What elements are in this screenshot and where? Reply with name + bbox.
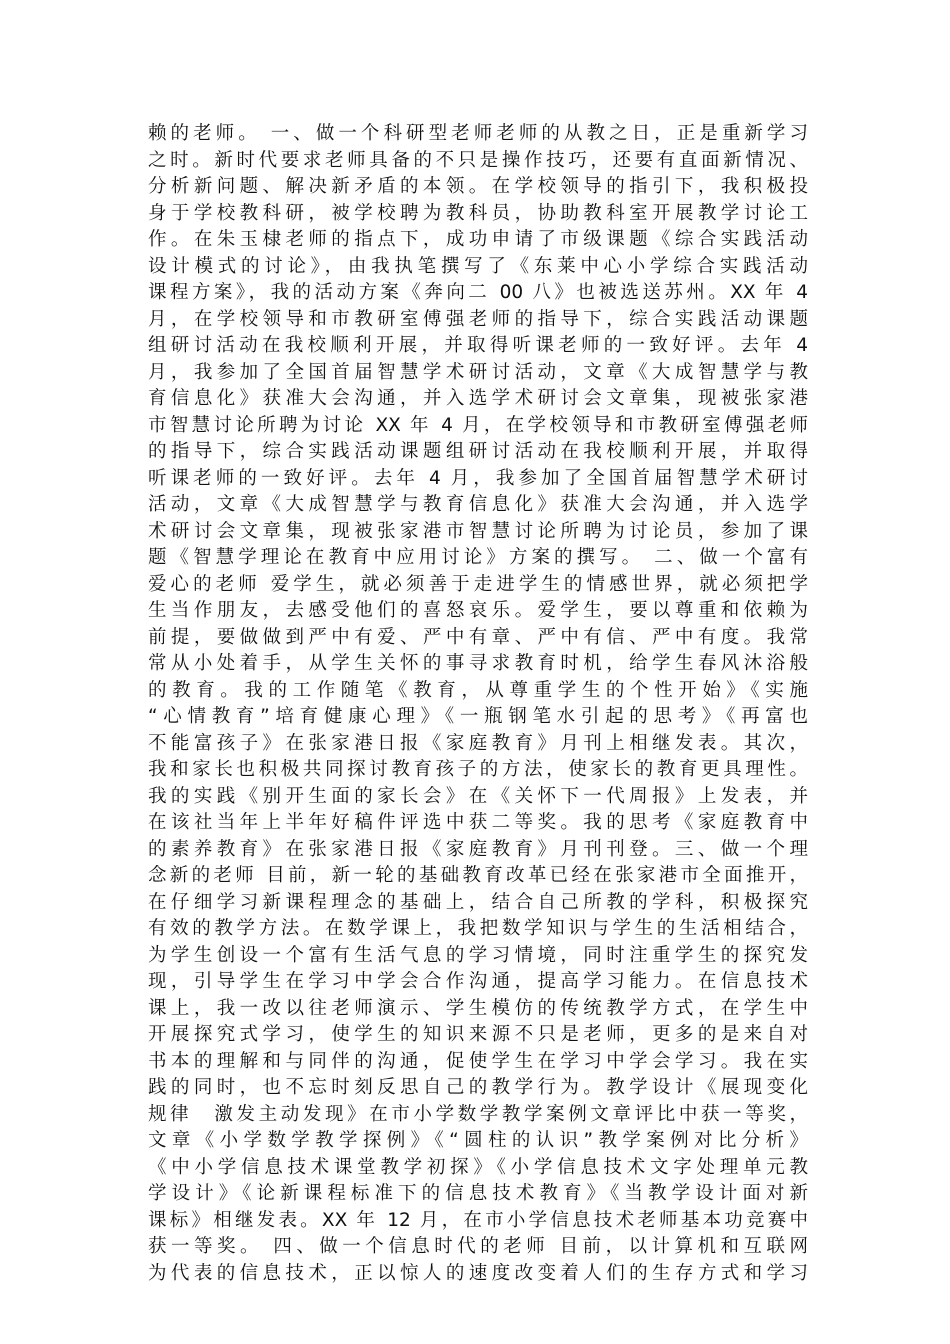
text-line: 之时。新时代要求老师具备的不只是操作技巧，还要有直面新情况、 — [148, 149, 808, 171]
text-line: 组研讨活动在我校顺利开展，并取得听课老师的一致好评。去年 4 — [148, 335, 808, 356]
text-line: 作。在朱玉棣老师的指点下，成功申请了市级课题《综合实践活动 — [148, 229, 808, 250]
text-line: 开展探究式学习，使学生的知识来源不只是老师，更多的是来自对 — [148, 1024, 808, 1045]
text-line: 的指导下，综合实践活动课题组研讨活动在我校顺利开展，并取得 — [148, 441, 808, 462]
text-line: 前提，要做做到严中有爱、严中有章、严中有信、严中有度。我常 — [148, 626, 808, 648]
text-line: 赖的老师。 一、做一个科研型老师老师的从教之日，正是重新学习 — [148, 123, 808, 144]
text-line: 身于学校教科研，被学校聘为教科员，协助教科室开展教学讨论工 — [148, 202, 808, 224]
text-line: 践的同时，也不忘时刻反思自己的教学行为。教学设计《展现变化 — [148, 1077, 808, 1098]
text-line: 学设计》《论新课程标准下的信息技术教育》《当教学设计面对新 — [148, 1183, 808, 1204]
text-line: 有效的教学方法。在数学课上，我把数学知识与学生的生活相结合， — [148, 918, 808, 939]
text-line: 的教育。我的工作随笔《教育，从尊重学生的个性开始》《实施 — [148, 679, 808, 701]
text-line: 生当作朋友，去感受他们的喜怒哀乐。爱学生，要以尊重和依赖为 — [148, 600, 808, 621]
text-line: “心情教育”培育健康心理》《一瓶钢笔水引起的思考》《再富也 — [148, 706, 808, 727]
text-line: 听课老师的一致好评。去年 4 月，我参加了全国首届智慧学术研讨 — [148, 467, 808, 489]
text-line: 书本的理解和与同伴的沟通，促使学生在学习中学会学习。我在实 — [148, 1050, 808, 1072]
text-line: 设计模式的讨论》，由我执笔撰写了《东莱中心小学综合实践活动 — [148, 255, 808, 277]
text-line: 课程方案》，我的活动方案《奔向二 00 八》也被选送苏州。XX 年 4 — [148, 282, 808, 303]
body-text — [148, 121, 808, 1287]
text-line: 育信息化》获准大会沟通，并入选学术研讨会文章集，现被张家港 — [148, 388, 808, 409]
text-line: 题《智慧学理论在教育中应用讨论》方案的撰写。 二、做一个富有 — [148, 547, 808, 568]
text-line: 在该社当年上半年好稿件评选中获二等奖。我的思考《家庭教育中 — [148, 812, 808, 833]
text-line: 不能富孩子》在张家港日报《家庭教育》月刊上相继发表。其次， — [148, 732, 808, 754]
text-line: 获一等奖。 四、做一个信息时代的老师 目前，以计算机和互联网 — [148, 1236, 808, 1257]
text-line: 在仔细学习新课程理念的基础上，结合自己所教的学科，积极探究 — [148, 891, 808, 913]
text-line: 为代表的信息技术，正以惊人的速度改变着人们的生存方式和学习 — [148, 1262, 808, 1284]
text-line: 《中小学信息技术课堂教学初探》《小学信息技术文字处理单元教 — [148, 1156, 808, 1178]
text-line: 文章《小学数学教学探例》《“圆柱的认识”教学案例对比分析》 — [148, 1130, 808, 1151]
text-line: 的素养教育》在张家港日报《家庭教育》月刊刊登。三、做一个理 — [148, 838, 808, 860]
text-line: 爱心的老师 爱学生，就必须善于走进学生的情感世界，就必须把学 — [148, 573, 808, 595]
text-line: 为学生创设一个富有生活气息的学习情境，同时注重学生的探究发 — [148, 944, 808, 966]
text-line: 月，在学校领导和市教研室傅强老师的指导下，综合实践活动课题 — [148, 308, 808, 330]
text-line: 市智慧讨论所聘为讨论 XX 年 4 月，在学校领导和市教研室傅强老师 — [148, 414, 808, 436]
text-line: 现，引导学生在学习中学会合作沟通，提高学习能力。在信息技术 — [148, 971, 808, 992]
text-line: 常从小处着手，从学生关怀的事寻求教育时机，给学生春风沐浴般 — [148, 653, 808, 674]
text-line: 我和家长也积极共同探讨教育孩子的方法，使家长的教育更具理性。 — [148, 759, 808, 780]
text-line: 月，我参加了全国首届智慧学术研讨活动，文章《大成智慧学与教 — [148, 361, 808, 383]
text-line: 课上，我一改以往老师演示、学生模仿的传统教学方式，在学生中 — [148, 997, 808, 1019]
text-line: 我的实践《别开生面的家长会》在《关怀下一代周报》上发表，并 — [148, 785, 808, 807]
text-line: 念新的老师 目前，新一轮的基础教育改革已经在张家港市全面推开， — [148, 865, 808, 886]
text-line: 术研讨会文章集，现被张家港市智慧讨论所聘为讨论员，参加了课 — [148, 520, 808, 542]
text-line: 课标》相继发表。XX 年 12 月，在市小学信息技术老师基本功竞赛中 — [148, 1209, 808, 1231]
text-line: 分析新问题、解决新矛盾的本领。在学校领导的指引下，我积极投 — [148, 176, 808, 197]
text-line: 规律 激发主动发现》在市小学数学教学案例文章评比中获一等奖， — [148, 1103, 808, 1125]
text-line: 活动，文章《大成智慧学与教育信息化》获准大会沟通，并入选学 — [148, 494, 808, 515]
